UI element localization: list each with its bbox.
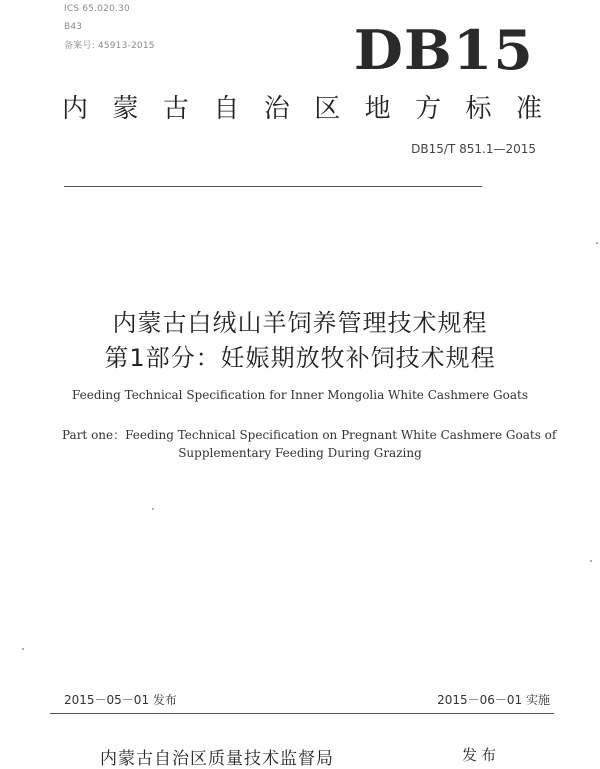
- issued-label: 发布: [461, 746, 500, 764]
- cn-title-line-1: 内蒙古白绒山羊饲养管理技术规程: [112, 309, 488, 337]
- issue-date: 2015－05－01 发布: [64, 693, 177, 707]
- en-title: Feeding Technical Specification for Inner Mongolia White Cashmere Goats: [72, 388, 528, 402]
- std-type-char: 内: [62, 94, 89, 124]
- scan-speck: [590, 560, 592, 562]
- std-type-char: 标: [465, 94, 492, 124]
- implementation-date: 2015－06－01 实施: [437, 693, 550, 707]
- scan-speck: [152, 508, 154, 510]
- std-type-char: 自: [213, 94, 240, 124]
- footer-divider: [50, 713, 554, 714]
- std-type-char: 地: [364, 94, 391, 124]
- header-divider: [64, 186, 482, 187]
- std-type-char: 蒙: [112, 94, 139, 124]
- standard-type-heading: [62, 88, 542, 125]
- standard-number: DB15/T 851.1—2015: [411, 142, 536, 156]
- std-type-char: 区: [314, 94, 341, 124]
- ccs-code: B43: [64, 22, 83, 32]
- cn-title-line-2: 第1部分：妊娠期放牧补饲技术规程: [104, 344, 496, 372]
- issuing-authority: 内蒙古自治区质量技术监督局: [100, 749, 334, 769]
- db-logo-mark: DB15: [354, 18, 535, 82]
- scan-speck: [22, 648, 24, 650]
- std-type-char: 准: [515, 94, 542, 124]
- en-subtitle-line-1: Part one：Feeding Technical Specification on Pregnant White Cashmere Goats of: [62, 428, 557, 442]
- std-type-char: 古: [162, 94, 189, 124]
- ics-code: ICS 65.020.30: [64, 4, 130, 14]
- record-number: 备案号: 45913-2015: [64, 41, 155, 51]
- std-type-char: 方: [415, 94, 442, 124]
- std-type-char: 治: [263, 94, 290, 124]
- scan-speck: [596, 242, 598, 244]
- en-subtitle-line-2: Supplementary Feeding During Grazing: [178, 446, 422, 460]
